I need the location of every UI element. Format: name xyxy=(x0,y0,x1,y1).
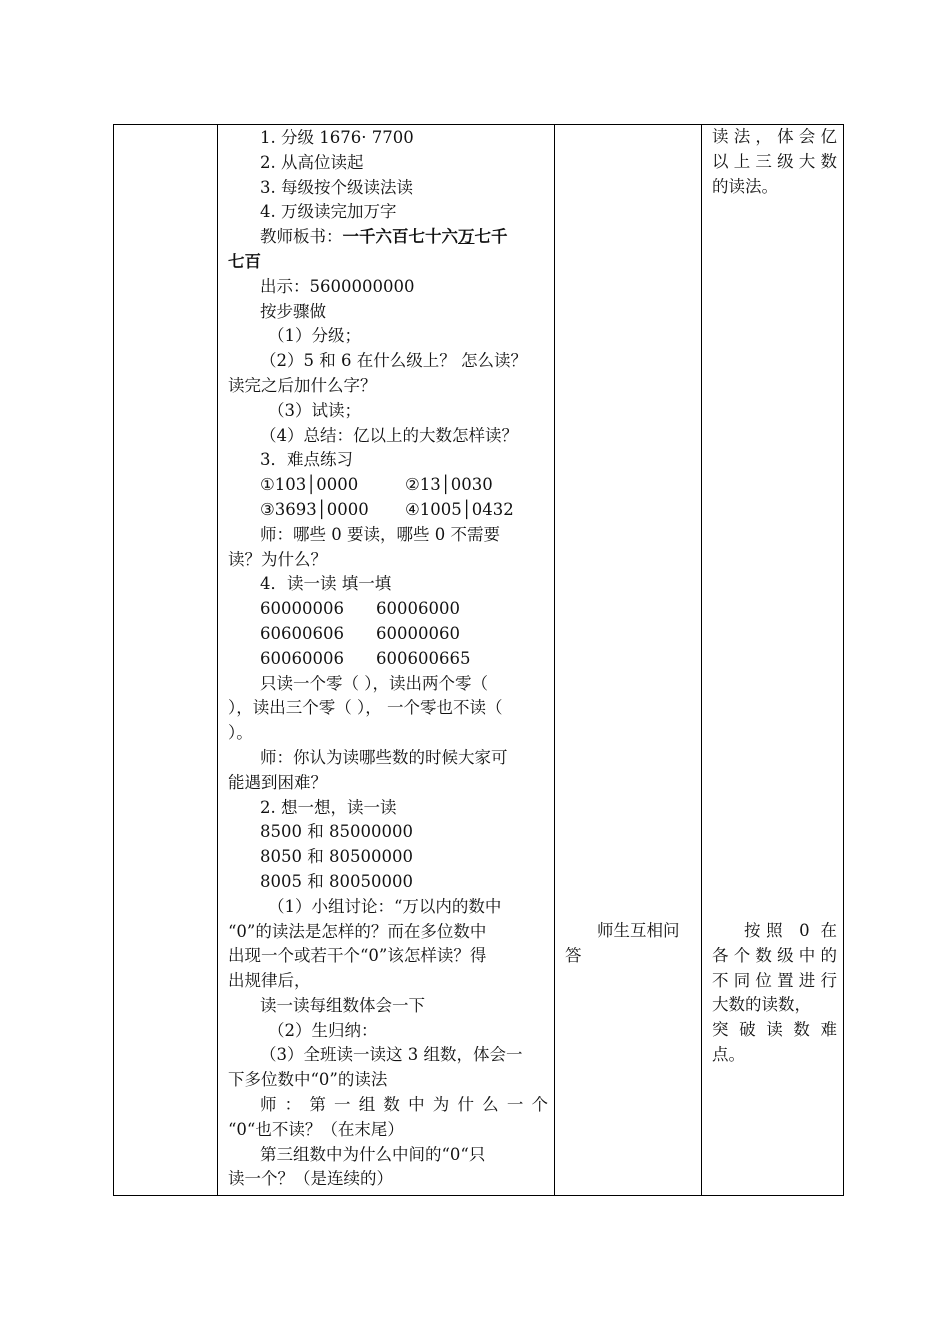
text-line: （1）分级； xyxy=(268,326,361,346)
board-writing-text: 一千六百七十六 xyxy=(342,227,458,247)
text-line: 读？为什么？ xyxy=(228,549,327,569)
table-row xyxy=(114,125,844,1196)
text-line: 读一个？（是连续的） xyxy=(228,1169,393,1189)
number-item: 60000006 xyxy=(260,599,344,619)
text-line: （3）全班读一读这 3 组数，体会一 xyxy=(260,1045,523,1065)
text-line: 2. 想一想，读一读 xyxy=(260,797,397,817)
text-line: 答 xyxy=(565,945,582,965)
text-line: 8005 和 80050000 xyxy=(260,871,413,891)
text-line: ），读出三个零（ ）， 一个零也不读（ xyxy=(228,698,503,718)
exercise-item: ③3693│0000 xyxy=(260,499,369,519)
text-line: 按照 0 在 xyxy=(744,921,837,940)
number-item: 60060006 xyxy=(260,648,344,668)
board-writing-continuation: 七百 xyxy=(228,251,261,271)
text-line: 不同位置进行 xyxy=(712,970,837,990)
student-activity-content xyxy=(555,919,701,969)
text-line: （3）试读； xyxy=(268,400,361,420)
board-writing-wan: 万 xyxy=(458,227,475,247)
text-line: （2）生归纳： xyxy=(268,1020,378,1040)
number-row xyxy=(228,597,548,622)
text-line: 3. 每级按个级读法读 xyxy=(260,177,413,197)
text-line: 3．难点练习 xyxy=(260,450,353,470)
text-line: 4. 万级读完加万字 xyxy=(260,202,397,222)
number-row xyxy=(228,622,548,647)
text-line: 出规律后， xyxy=(228,971,311,991)
board-writing-text: 七千 xyxy=(474,227,508,247)
design-intent-top xyxy=(702,125,843,919)
design-intent-cell xyxy=(702,125,844,1196)
number-item: 60600606 xyxy=(260,623,344,643)
exercise-row xyxy=(228,473,548,498)
text-line: 下多位数中“0”的读法 xyxy=(228,1070,388,1090)
board-writing-line xyxy=(228,225,548,250)
exercise-item: ④1005│0432 xyxy=(405,499,514,519)
text-line: 以上三级大数 xyxy=(712,151,837,171)
text-line: 师：第一组数中为什么一个 xyxy=(260,1095,548,1115)
text-line: 突破读数难 xyxy=(712,1020,837,1040)
text-line: 大数的读数， xyxy=(712,995,811,1015)
text-line: 师：你认为读哪些数的时候大家可 xyxy=(260,747,508,767)
text-line: 出示：5600000000 xyxy=(260,276,415,296)
text-line: 读法，体会亿 xyxy=(712,127,837,146)
text-line: 8050 和 80500000 xyxy=(260,847,413,867)
text-line: “0“也不读？（在末尾） xyxy=(228,1119,404,1139)
text-line: 2. 从高位读起 xyxy=(260,152,364,172)
text-line: 师：哪些 0 要读，哪些 0 不需要 xyxy=(260,524,500,544)
text-line: 8500 和 85000000 xyxy=(260,822,413,842)
number-item: 600600665 xyxy=(376,648,471,668)
text-line: 按步骤做 xyxy=(260,301,326,321)
text-line: 的读法。 xyxy=(712,176,778,196)
exercise-item: ①103│0000 xyxy=(260,475,359,495)
text-line: “0”的读法是怎样的？而在多位数中 xyxy=(228,921,487,941)
text-line: 读一读每组数体会一下 xyxy=(260,995,425,1015)
lesson-plan-table xyxy=(113,124,844,1196)
exercise-row xyxy=(228,498,548,523)
text-line: （4）总结：亿以上的大数怎样读？ xyxy=(260,425,518,445)
text-line: 4．读一读 填一填 xyxy=(260,574,392,594)
number-row xyxy=(228,647,548,672)
text-line: 点。 xyxy=(712,1044,745,1064)
text-line: （1）小组讨论：“万以内的数中 xyxy=(268,896,502,916)
text-line: 1. 分级 1676· 7700 xyxy=(260,128,414,147)
text-line: 读完之后加什么字？ xyxy=(228,375,377,395)
design-intent-bottom xyxy=(702,919,843,1068)
student-activity-cell xyxy=(555,125,702,1196)
text-line: 出现一个或若干个“0”该怎样读？得 xyxy=(228,946,487,966)
text-line: 各个数级中的 xyxy=(712,945,837,965)
text-line: （2）5 和 6 在什么级上？ 怎么读？ xyxy=(260,351,527,371)
exercise-item: ②13│0030 xyxy=(405,475,493,495)
text-line: 能遇到困难？ xyxy=(228,772,327,792)
text-line: 第三组数中为什么中间的“0“只 xyxy=(260,1144,486,1164)
text-line: 只读一个零（ ），读出两个零（ xyxy=(260,673,488,693)
text-line: ）。 xyxy=(228,723,253,743)
teaching-process-cell xyxy=(218,125,555,1196)
blank-column-cell xyxy=(114,125,218,1196)
number-item: 60000060 xyxy=(376,623,460,643)
teaching-process-content xyxy=(218,125,554,1192)
board-writing-label: 教师板书： xyxy=(260,227,343,247)
text-line: 师生互相问 xyxy=(597,921,680,940)
number-item: 60006000 xyxy=(376,599,460,619)
